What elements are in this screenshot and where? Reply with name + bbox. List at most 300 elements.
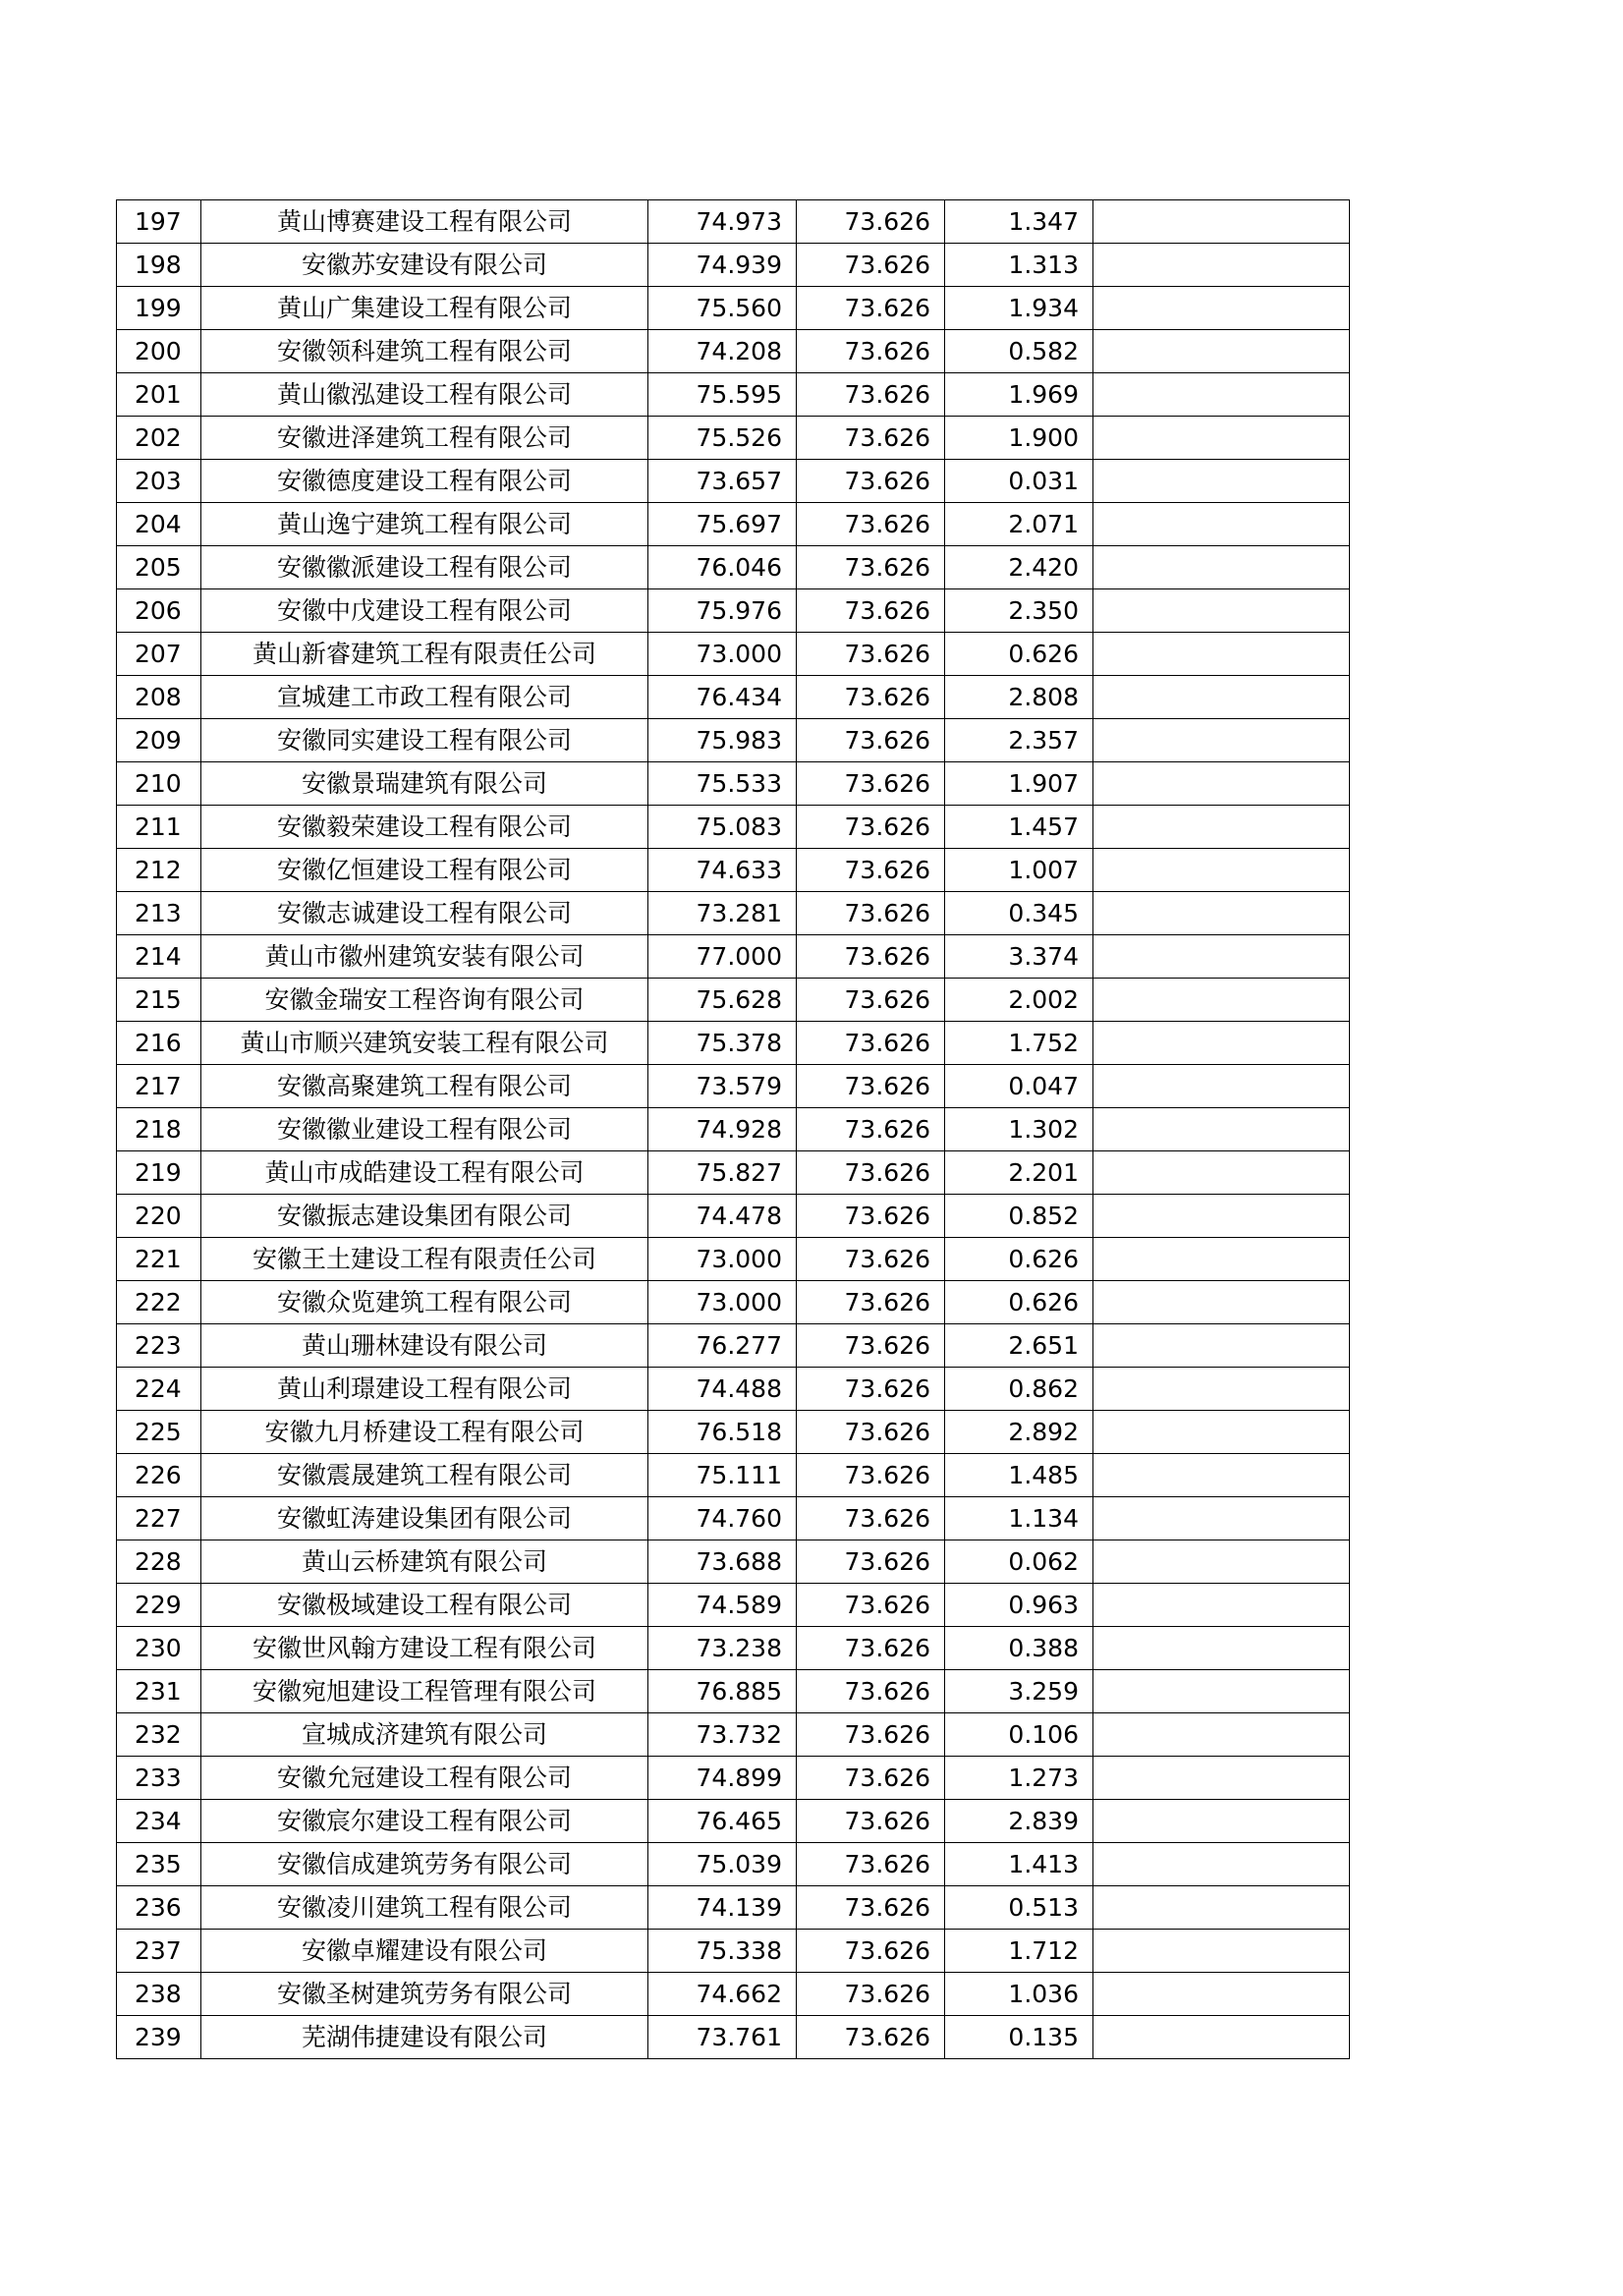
table-row (117, 1022, 1350, 1065)
base-value: 73.626 (797, 849, 945, 892)
company-name: 安徽苏安建设有限公司 (201, 244, 648, 287)
note-cell (1093, 892, 1350, 935)
difference-value: 3.259 (945, 1670, 1093, 1713)
note-cell (1093, 589, 1350, 633)
table-row (117, 1540, 1350, 1584)
difference-value: 0.626 (945, 633, 1093, 676)
base-value: 73.626 (797, 806, 945, 849)
row-number: 201 (117, 373, 201, 417)
company-name: 安徽徽业建设工程有限公司 (201, 1108, 648, 1151)
row-number: 210 (117, 762, 201, 806)
table-row (117, 1670, 1350, 1713)
base-value: 73.626 (797, 1627, 945, 1670)
note-cell (1093, 1886, 1350, 1930)
company-name: 安徽志诚建设工程有限公司 (201, 892, 648, 935)
row-number: 198 (117, 244, 201, 287)
note-cell (1093, 1324, 1350, 1368)
table-row (117, 1930, 1350, 1973)
table-row (117, 1497, 1350, 1540)
table-row (117, 1973, 1350, 2016)
table-row (117, 1324, 1350, 1368)
table-row (117, 2016, 1350, 2059)
note-cell (1093, 330, 1350, 373)
row-number: 235 (117, 1843, 201, 1886)
table-row (117, 287, 1350, 330)
row-number: 223 (117, 1324, 201, 1368)
score-value: 76.277 (648, 1324, 797, 1368)
company-name: 黄山徽泓建设工程有限公司 (201, 373, 648, 417)
note-cell (1093, 1195, 1350, 1238)
table-row (117, 1757, 1350, 1800)
row-number: 239 (117, 2016, 201, 2059)
note-cell (1093, 1627, 1350, 1670)
table-row (117, 1151, 1350, 1195)
note-cell (1093, 1757, 1350, 1800)
table-row (117, 1843, 1350, 1886)
base-value: 73.626 (797, 244, 945, 287)
base-value: 73.626 (797, 200, 945, 244)
base-value: 73.626 (797, 1843, 945, 1886)
note-cell (1093, 373, 1350, 417)
base-value: 73.626 (797, 1022, 945, 1065)
base-value: 73.626 (797, 1324, 945, 1368)
note-cell (1093, 1973, 1350, 2016)
difference-value: 2.357 (945, 719, 1093, 762)
difference-value: 0.345 (945, 892, 1093, 935)
row-number: 227 (117, 1497, 201, 1540)
note-cell (1093, 935, 1350, 979)
score-value: 74.928 (648, 1108, 797, 1151)
score-value: 74.973 (648, 200, 797, 244)
score-value: 76.434 (648, 676, 797, 719)
company-name: 黄山市顺兴建筑安装工程有限公司 (201, 1022, 648, 1065)
row-number: 200 (117, 330, 201, 373)
difference-value: 3.374 (945, 935, 1093, 979)
note-cell (1093, 1151, 1350, 1195)
table-row (117, 546, 1350, 589)
note-cell (1093, 1843, 1350, 1886)
table-row (117, 1627, 1350, 1670)
company-name: 安徽九月桥建设工程有限公司 (201, 1411, 648, 1454)
row-number: 236 (117, 1886, 201, 1930)
row-number: 215 (117, 979, 201, 1022)
company-name: 黄山市徽州建筑安装有限公司 (201, 935, 648, 979)
base-value: 73.626 (797, 892, 945, 935)
score-value: 75.560 (648, 287, 797, 330)
table-row (117, 1281, 1350, 1324)
table-row (117, 330, 1350, 373)
score-value: 73.000 (648, 633, 797, 676)
row-number: 212 (117, 849, 201, 892)
table-row (117, 892, 1350, 935)
note-cell (1093, 1540, 1350, 1584)
table-row (117, 417, 1350, 460)
score-value: 75.827 (648, 1151, 797, 1195)
score-value: 74.760 (648, 1497, 797, 1540)
company-name: 安徽金瑞安工程咨询有限公司 (201, 979, 648, 1022)
difference-value: 0.047 (945, 1065, 1093, 1108)
note-cell (1093, 1238, 1350, 1281)
table-row (117, 719, 1350, 762)
base-value: 73.626 (797, 1411, 945, 1454)
score-value: 74.633 (648, 849, 797, 892)
company-name: 安徽宸尔建设工程有限公司 (201, 1800, 648, 1843)
note-cell (1093, 1454, 1350, 1497)
row-number: 221 (117, 1238, 201, 1281)
score-value: 75.628 (648, 979, 797, 1022)
difference-value: 1.712 (945, 1930, 1093, 1973)
base-value: 73.626 (797, 1670, 945, 1713)
difference-value: 1.900 (945, 417, 1093, 460)
base-value: 73.626 (797, 1151, 945, 1195)
table-row (117, 589, 1350, 633)
company-name: 安徽同实建设工程有限公司 (201, 719, 648, 762)
table-row (117, 1065, 1350, 1108)
note-cell (1093, 1584, 1350, 1627)
row-number: 237 (117, 1930, 201, 1973)
score-value: 75.083 (648, 806, 797, 849)
difference-value: 1.134 (945, 1497, 1093, 1540)
row-number: 197 (117, 200, 201, 244)
difference-value: 1.752 (945, 1022, 1093, 1065)
note-cell (1093, 719, 1350, 762)
score-value: 75.378 (648, 1022, 797, 1065)
difference-value: 2.201 (945, 1151, 1093, 1195)
difference-value: 0.135 (945, 2016, 1093, 2059)
score-value: 74.899 (648, 1757, 797, 1800)
company-name: 安徽信成建筑劳务有限公司 (201, 1843, 648, 1886)
note-cell (1093, 762, 1350, 806)
row-number: 228 (117, 1540, 201, 1584)
company-name: 安徽凌川建筑工程有限公司 (201, 1886, 648, 1930)
table-row (117, 1454, 1350, 1497)
note-cell (1093, 1022, 1350, 1065)
score-value: 75.533 (648, 762, 797, 806)
base-value: 73.626 (797, 1800, 945, 1843)
difference-value: 2.350 (945, 589, 1093, 633)
row-number: 225 (117, 1411, 201, 1454)
row-number: 229 (117, 1584, 201, 1627)
base-value: 73.626 (797, 417, 945, 460)
difference-value: 1.007 (945, 849, 1093, 892)
score-value: 73.732 (648, 1713, 797, 1757)
row-number: 216 (117, 1022, 201, 1065)
base-value: 73.626 (797, 1368, 945, 1411)
table-row (117, 1800, 1350, 1843)
base-value: 73.626 (797, 1238, 945, 1281)
company-name: 安徽徽派建设工程有限公司 (201, 546, 648, 589)
table-row (117, 1411, 1350, 1454)
difference-value: 0.626 (945, 1238, 1093, 1281)
row-number: 219 (117, 1151, 201, 1195)
difference-value: 2.420 (945, 546, 1093, 589)
score-value: 74.478 (648, 1195, 797, 1238)
difference-value: 0.852 (945, 1195, 1093, 1238)
base-value: 73.626 (797, 2016, 945, 2059)
note-cell (1093, 1930, 1350, 1973)
note-cell (1093, 1800, 1350, 1843)
company-name: 安徽亿恒建设工程有限公司 (201, 849, 648, 892)
table-row (117, 1108, 1350, 1151)
note-cell (1093, 287, 1350, 330)
difference-value: 0.626 (945, 1281, 1093, 1324)
company-name: 安徽众览建筑工程有限公司 (201, 1281, 648, 1324)
note-cell (1093, 1281, 1350, 1324)
note-cell (1093, 676, 1350, 719)
difference-value: 0.388 (945, 1627, 1093, 1670)
score-value: 76.046 (648, 546, 797, 589)
company-name: 黄山广集建设工程有限公司 (201, 287, 648, 330)
company-name: 黄山云桥建筑有限公司 (201, 1540, 648, 1584)
base-value: 73.626 (797, 1713, 945, 1757)
row-number: 238 (117, 1973, 201, 2016)
difference-value: 1.036 (945, 1973, 1093, 2016)
score-value: 75.111 (648, 1454, 797, 1497)
company-name: 黄山逸宁建筑工程有限公司 (201, 503, 648, 546)
base-value: 73.626 (797, 503, 945, 546)
table-row (117, 806, 1350, 849)
base-value: 73.626 (797, 1584, 945, 1627)
row-number: 207 (117, 633, 201, 676)
base-value: 73.626 (797, 935, 945, 979)
score-value: 75.983 (648, 719, 797, 762)
table-row (117, 1238, 1350, 1281)
table-row (117, 460, 1350, 503)
note-cell (1093, 1108, 1350, 1151)
row-number: 205 (117, 546, 201, 589)
company-name: 黄山利璟建设工程有限公司 (201, 1368, 648, 1411)
row-number: 204 (117, 503, 201, 546)
score-value: 73.761 (648, 2016, 797, 2059)
table-row (117, 1713, 1350, 1757)
row-number: 230 (117, 1627, 201, 1670)
row-number: 202 (117, 417, 201, 460)
company-name: 安徽振志建设集团有限公司 (201, 1195, 648, 1238)
difference-value: 1.313 (945, 244, 1093, 287)
row-number: 209 (117, 719, 201, 762)
score-value: 77.000 (648, 935, 797, 979)
note-cell (1093, 244, 1350, 287)
score-value: 74.208 (648, 330, 797, 373)
table-row (117, 935, 1350, 979)
difference-value: 2.002 (945, 979, 1093, 1022)
note-cell (1093, 2016, 1350, 2059)
base-value: 73.626 (797, 460, 945, 503)
note-cell (1093, 1670, 1350, 1713)
note-cell (1093, 1368, 1350, 1411)
base-value: 73.626 (797, 1497, 945, 1540)
table-row (117, 1195, 1350, 1238)
base-value: 73.626 (797, 676, 945, 719)
table-row (117, 200, 1350, 244)
difference-value: 1.273 (945, 1757, 1093, 1800)
score-value: 73.000 (648, 1281, 797, 1324)
company-name: 芜湖伟捷建设有限公司 (201, 2016, 648, 2059)
note-cell (1093, 849, 1350, 892)
table-row (117, 244, 1350, 287)
difference-value: 1.457 (945, 806, 1093, 849)
note-cell (1093, 806, 1350, 849)
row-number: 232 (117, 1713, 201, 1757)
row-number: 206 (117, 589, 201, 633)
row-number: 214 (117, 935, 201, 979)
table-row (117, 979, 1350, 1022)
base-value: 73.626 (797, 1973, 945, 2016)
difference-value: 0.106 (945, 1713, 1093, 1757)
base-value: 73.626 (797, 1065, 945, 1108)
difference-value: 0.513 (945, 1886, 1093, 1930)
difference-value: 1.347 (945, 200, 1093, 244)
company-name: 安徽极域建设工程有限公司 (201, 1584, 648, 1627)
company-name: 安徽王土建设工程有限责任公司 (201, 1238, 648, 1281)
note-cell (1093, 633, 1350, 676)
row-number: 233 (117, 1757, 201, 1800)
difference-value: 0.582 (945, 330, 1093, 373)
difference-value: 2.892 (945, 1411, 1093, 1454)
note-cell (1093, 979, 1350, 1022)
difference-value: 0.862 (945, 1368, 1093, 1411)
score-value: 75.595 (648, 373, 797, 417)
score-value: 74.662 (648, 1973, 797, 2016)
difference-value: 2.839 (945, 1800, 1093, 1843)
table-row (117, 633, 1350, 676)
base-value: 73.626 (797, 719, 945, 762)
base-value: 73.626 (797, 1454, 945, 1497)
score-value: 76.465 (648, 1800, 797, 1843)
score-value: 73.657 (648, 460, 797, 503)
base-value: 73.626 (797, 1757, 945, 1800)
row-number: 231 (117, 1670, 201, 1713)
row-number: 217 (117, 1065, 201, 1108)
difference-value: 2.808 (945, 676, 1093, 719)
score-value: 75.039 (648, 1843, 797, 1886)
difference-value: 0.062 (945, 1540, 1093, 1584)
base-value: 73.626 (797, 762, 945, 806)
table-row (117, 1368, 1350, 1411)
company-name: 宣城成济建筑有限公司 (201, 1713, 648, 1757)
company-name: 黄山博赛建设工程有限公司 (201, 200, 648, 244)
score-value: 74.488 (648, 1368, 797, 1411)
table-row (117, 1584, 1350, 1627)
base-value: 73.626 (797, 1195, 945, 1238)
base-value: 73.626 (797, 330, 945, 373)
table-row (117, 676, 1350, 719)
note-cell (1093, 1411, 1350, 1454)
company-name: 安徽允冠建设工程有限公司 (201, 1757, 648, 1800)
base-value: 73.626 (797, 633, 945, 676)
company-name: 黄山珊林建设有限公司 (201, 1324, 648, 1368)
difference-value: 1.485 (945, 1454, 1093, 1497)
note-cell (1093, 1065, 1350, 1108)
note-cell (1093, 1713, 1350, 1757)
score-value: 74.589 (648, 1584, 797, 1627)
base-value: 73.626 (797, 979, 945, 1022)
base-value: 73.626 (797, 1108, 945, 1151)
company-name: 安徽圣树建筑劳务有限公司 (201, 1973, 648, 2016)
score-value: 73.579 (648, 1065, 797, 1108)
base-value: 73.626 (797, 1540, 945, 1584)
row-number: 224 (117, 1368, 201, 1411)
note-cell (1093, 417, 1350, 460)
row-number: 203 (117, 460, 201, 503)
base-value: 73.626 (797, 373, 945, 417)
difference-value: 1.302 (945, 1108, 1093, 1151)
company-name: 安徽高聚建筑工程有限公司 (201, 1065, 648, 1108)
base-value: 73.626 (797, 589, 945, 633)
row-number: 213 (117, 892, 201, 935)
company-name: 安徽领科建筑工程有限公司 (201, 330, 648, 373)
note-cell (1093, 1497, 1350, 1540)
difference-value: 0.963 (945, 1584, 1093, 1627)
score-value: 73.688 (648, 1540, 797, 1584)
base-value: 73.626 (797, 1886, 945, 1930)
score-table (116, 199, 1350, 2059)
score-value: 76.885 (648, 1670, 797, 1713)
difference-value: 2.651 (945, 1324, 1093, 1368)
company-name: 安徽震晟建筑工程有限公司 (201, 1454, 648, 1497)
score-value: 75.338 (648, 1930, 797, 1973)
note-cell (1093, 503, 1350, 546)
row-number: 234 (117, 1800, 201, 1843)
row-number: 220 (117, 1195, 201, 1238)
row-number: 199 (117, 287, 201, 330)
base-value: 73.626 (797, 1930, 945, 1973)
difference-value: 1.413 (945, 1843, 1093, 1886)
row-number: 226 (117, 1454, 201, 1497)
company-name: 安徽中戊建设工程有限公司 (201, 589, 648, 633)
company-name: 安徽进泽建筑工程有限公司 (201, 417, 648, 460)
score-value: 73.238 (648, 1627, 797, 1670)
difference-value: 1.934 (945, 287, 1093, 330)
score-value: 75.526 (648, 417, 797, 460)
base-value: 73.626 (797, 1281, 945, 1324)
row-number: 211 (117, 806, 201, 849)
company-name: 安徽世风翰方建设工程有限公司 (201, 1627, 648, 1670)
note-cell (1093, 460, 1350, 503)
difference-value: 2.071 (945, 503, 1093, 546)
company-name: 宣城建工市政工程有限公司 (201, 676, 648, 719)
score-value: 76.518 (648, 1411, 797, 1454)
score-value: 73.000 (648, 1238, 797, 1281)
row-number: 208 (117, 676, 201, 719)
company-name: 安徽虹涛建设集团有限公司 (201, 1497, 648, 1540)
note-cell (1093, 546, 1350, 589)
difference-value: 0.031 (945, 460, 1093, 503)
company-name: 安徽德度建设工程有限公司 (201, 460, 648, 503)
score-value: 74.139 (648, 1886, 797, 1930)
table-row (117, 762, 1350, 806)
company-name: 安徽景瑞建筑有限公司 (201, 762, 648, 806)
table-row (117, 503, 1350, 546)
row-number: 222 (117, 1281, 201, 1324)
score-value: 75.697 (648, 503, 797, 546)
company-name: 安徽卓耀建设有限公司 (201, 1930, 648, 1973)
company-name: 安徽宛旭建设工程管理有限公司 (201, 1670, 648, 1713)
base-value: 73.626 (797, 546, 945, 589)
company-name: 安徽毅荣建设工程有限公司 (201, 806, 648, 849)
score-value: 74.939 (648, 244, 797, 287)
company-name: 黄山市成皓建设工程有限公司 (201, 1151, 648, 1195)
note-cell (1093, 200, 1350, 244)
table-row (117, 373, 1350, 417)
company-name: 黄山新睿建筑工程有限责任公司 (201, 633, 648, 676)
table-row (117, 1886, 1350, 1930)
table-row (117, 849, 1350, 892)
difference-value: 1.969 (945, 373, 1093, 417)
score-value: 75.976 (648, 589, 797, 633)
base-value: 73.626 (797, 287, 945, 330)
score-table-body (117, 200, 1350, 2059)
